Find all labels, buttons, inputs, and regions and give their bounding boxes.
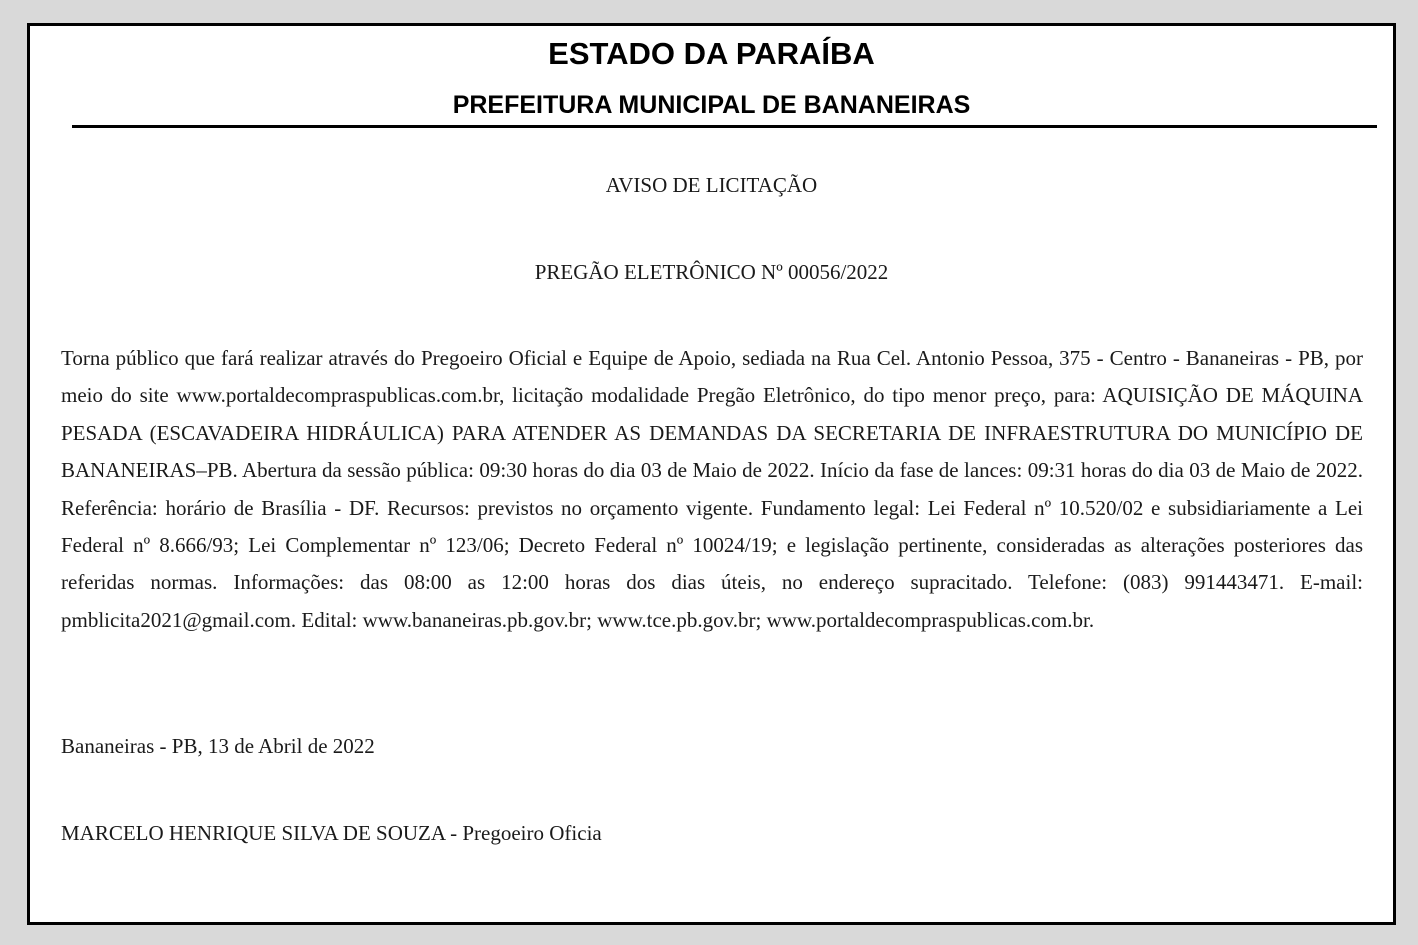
state-title: ESTADO DA PARAÍBA	[548, 36, 875, 71]
header-divider	[72, 125, 1377, 128]
place-date: Bananeiras - PB, 13 de Abril de 2022	[61, 734, 375, 758]
notice-frame	[27, 23, 1396, 925]
auction-number: PREGÃO ELETRÔNICO Nº 00056/2022	[534, 260, 889, 284]
signature-line: MARCELO HENRIQUE SILVA DE SOUZA - Pregoeiro Oficia	[61, 821, 602, 845]
city-hall-title: PREFEITURA MUNICIPAL DE BANANEIRAS	[452, 91, 971, 119]
notice-body: Torna público que fará realizar através do Pregoeiro Oficial e Equipe de Apoio, sediada na Rua Cel. Antonio Pessoa, 375 - Centro - Bananeiras - PB, por meio do site www.portaldecompraspublicas.com.br, licitação modalidade Pregão Eletrônico, do tipo menor preço, para: AQUISIÇÃO DE MÁQUINA PESADA (ESCAVADEIRA HIDRÁULICA) PARA ATENDER AS DEMANDAS DA SECRETARIA DE INFRAESTRUTURA DO MUNICÍPIO DE BANANEIRAS–PB. Abertura da sessão pública: 09:30 horas do dia 03 de Maio de 2022. Início da fase de lances: 09:31 horas do dia 03 de Maio de 2022. Referência: horário de Brasília - DF. Recursos: previstos no orçamento vigente. Fundamento legal: Lei Federal nº 10.520/02 e subsidiariamente a Lei Federal nº 8.666/93; Lei Complementar nº 123/06; Decreto Federal nº 10024/19; e legislação pertinente, consideradas as alterações posteriores das referidas normas. Informações: das 08:00 as 12:00 horas dos dias úteis, no endereço supracitado. Telefone: (083) 991443471. E-mail: pmblicita2021@gmail.com. Edital: www.bananeiras.pb.gov.br; www.tce.pb.gov.br; www.portaldecompraspublicas.com.br.	[61, 346, 1363, 632]
notice-heading: AVISO DE LICITAÇÃO	[605, 173, 818, 197]
